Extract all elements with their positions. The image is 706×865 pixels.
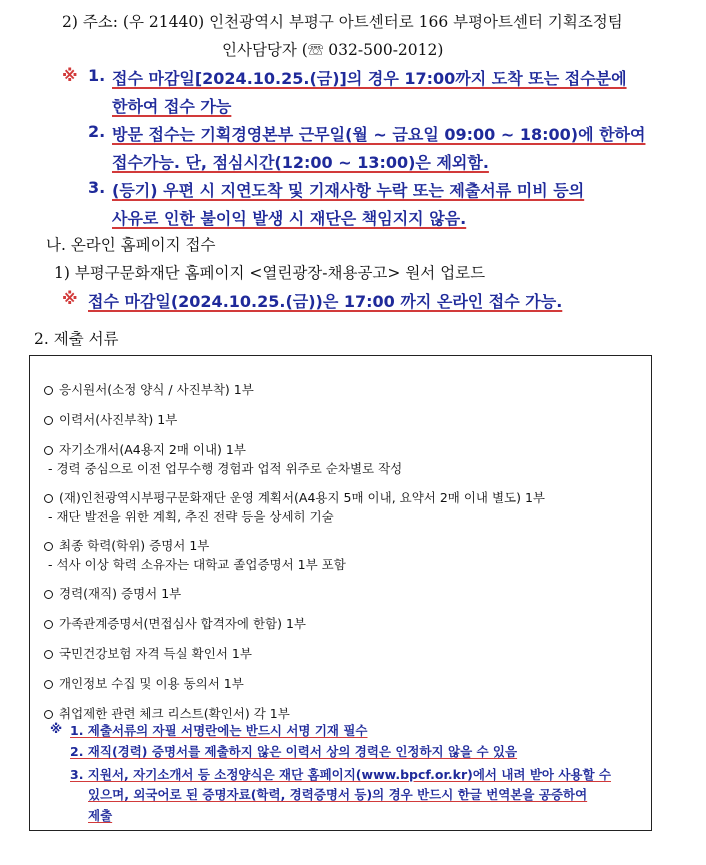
section-2-heading: 2. 제출 서류 [34, 330, 119, 348]
box-note-3-line-3 [88, 806, 112, 824]
address-line-1 [62, 10, 623, 32]
circle-bullet-icon [44, 386, 53, 395]
address-text-1: 2) 주소: (우 21440) 인천광역시 부평구 아트센터로 166 부평아트센터 기획조정팀 [62, 13, 623, 31]
note-2-number: 2. [88, 122, 106, 141]
circle-bullet-icon [44, 710, 53, 719]
circle-bullet-icon [44, 590, 53, 599]
circle-bullet-icon [44, 650, 53, 659]
phone-number: 032-500-2012) [323, 41, 444, 59]
box-note-mark: ※ [50, 721, 63, 736]
document-item-text: 경력(재직) 증명서 1부 [59, 586, 182, 601]
document-item [44, 704, 290, 722]
note-1-number: 1. [88, 66, 106, 85]
document-item [44, 614, 306, 632]
box-note-3-text-2: 있으며, 외국어로 된 증명자료(학력, 경력증명서 등)의 경우 반드시 한글 번역본을 공증하여 [88, 787, 588, 802]
document-item-text: (재)인천광역시부평구문화재단 운영 계획서(A4용지 5매 이내, 요약서 2매 이내 별도) 1부 [59, 490, 546, 505]
circle-bullet-icon [44, 446, 53, 455]
online-note-mark: ※ [62, 289, 78, 308]
online-note: 접수 마감일(2024.10.25.(금))은 17:00 까지 온라인 접수 가능. [88, 292, 563, 311]
address-line-2 [222, 38, 443, 60]
online-item-1: 1) 부평구문화재단 홈페이지 <열린광장-채용공고> 원서 업로드 [54, 264, 486, 282]
circle-bullet-icon [44, 542, 53, 551]
document-item [44, 380, 254, 398]
note-2-line-1: 방문 접수는 기획경영본부 근무일(월 ~ 금요일 09:00 ~ 18:00)에 한하여 [112, 125, 646, 144]
document-sub-item: - 석사 이상 학력 소유자는 대학교 졸업증명서 1부 포함 [48, 557, 346, 572]
document-item [44, 536, 209, 554]
circle-bullet-icon [44, 416, 53, 425]
circle-bullet-icon [44, 680, 53, 689]
circle-bullet-icon [44, 620, 53, 629]
document-item-text: 응시원서(소정 양식 / 사진부착) 1부 [59, 382, 254, 397]
document-item-text: 이력서(사진부착) 1부 [59, 412, 178, 427]
document-item [44, 584, 181, 602]
box-note-3-text-3: 제출 [88, 808, 113, 823]
document-item-text: 개인정보 수집 및 이용 동의서 1부 [59, 676, 244, 691]
box-note-2-text: 2. 재직(경력) 증명서를 제출하지 않은 이력서 상의 경력은 인정하지 않을 수 있음 [70, 744, 518, 759]
online-heading: 나. 온라인 홈페이지 접수 [46, 236, 216, 254]
box-note-3-text-1: 3. 지원서, 자기소개서 등 소정양식은 재단 홈페이지(www.bpcf.or.kr)에서 내려 받아 사용할 수 [70, 767, 611, 782]
box-note-1-text: 1. 제출서류의 자필 서명란에는 반드시 서명 기재 필수 [70, 723, 368, 738]
box-note-3-line-2 [88, 785, 587, 803]
note-mark: ※ [62, 66, 78, 85]
note-1-line-1: 접수 마감일[2024.10.25.(금)]의 경우 17:00까지 도착 또는 접수분에 [112, 69, 627, 88]
document-item-text: 가족관계증명서(면접심사 합격자에 한함) 1부 [59, 616, 306, 631]
document-item [44, 410, 177, 428]
document-item-text: 자기소개서(A4용지 2매 이내) 1부 [59, 442, 246, 457]
box-note-1 [70, 721, 368, 739]
box-note-3-line-1 [70, 765, 611, 783]
circle-bullet-icon [44, 494, 53, 503]
document-item [44, 488, 545, 506]
note-3-line-2: 사유로 인한 불이익 발생 시 재단은 책임지지 않음. [112, 209, 467, 228]
phone-icon: ☏ [307, 41, 324, 59]
document-item-text: 취업제한 관련 체크 리스트(확인서) 각 1부 [59, 706, 290, 721]
document-item [44, 644, 252, 662]
document-item [44, 440, 246, 458]
address-contact-label: 인사담당자 ( [222, 41, 308, 59]
note-3-number: 3. [88, 178, 106, 197]
note-2-line-2: 접수가능. 단, 점심시간(12:00 ~ 13:00)은 제외함. [112, 153, 489, 172]
note-3-line-1: (등기) 우편 시 지연도착 및 기재사항 누락 또는 제출서류 미비 등의 [112, 181, 585, 200]
document-item-text: 국민건강보험 자격 득실 확인서 1부 [59, 646, 252, 661]
box-note-2 [70, 742, 517, 760]
document-sub-item: - 재단 발전을 위한 계획, 추진 전략 등을 상세히 기술 [48, 509, 334, 524]
document-sub-item: - 경력 중심으로 이전 업무수행 경험과 업적 위주로 순차별로 작성 [48, 461, 403, 476]
document-item-text: 최종 학력(학위) 증명서 1부 [59, 538, 210, 553]
document-item [44, 674, 244, 692]
note-1-line-2: 한하여 접수 가능 [112, 97, 232, 116]
